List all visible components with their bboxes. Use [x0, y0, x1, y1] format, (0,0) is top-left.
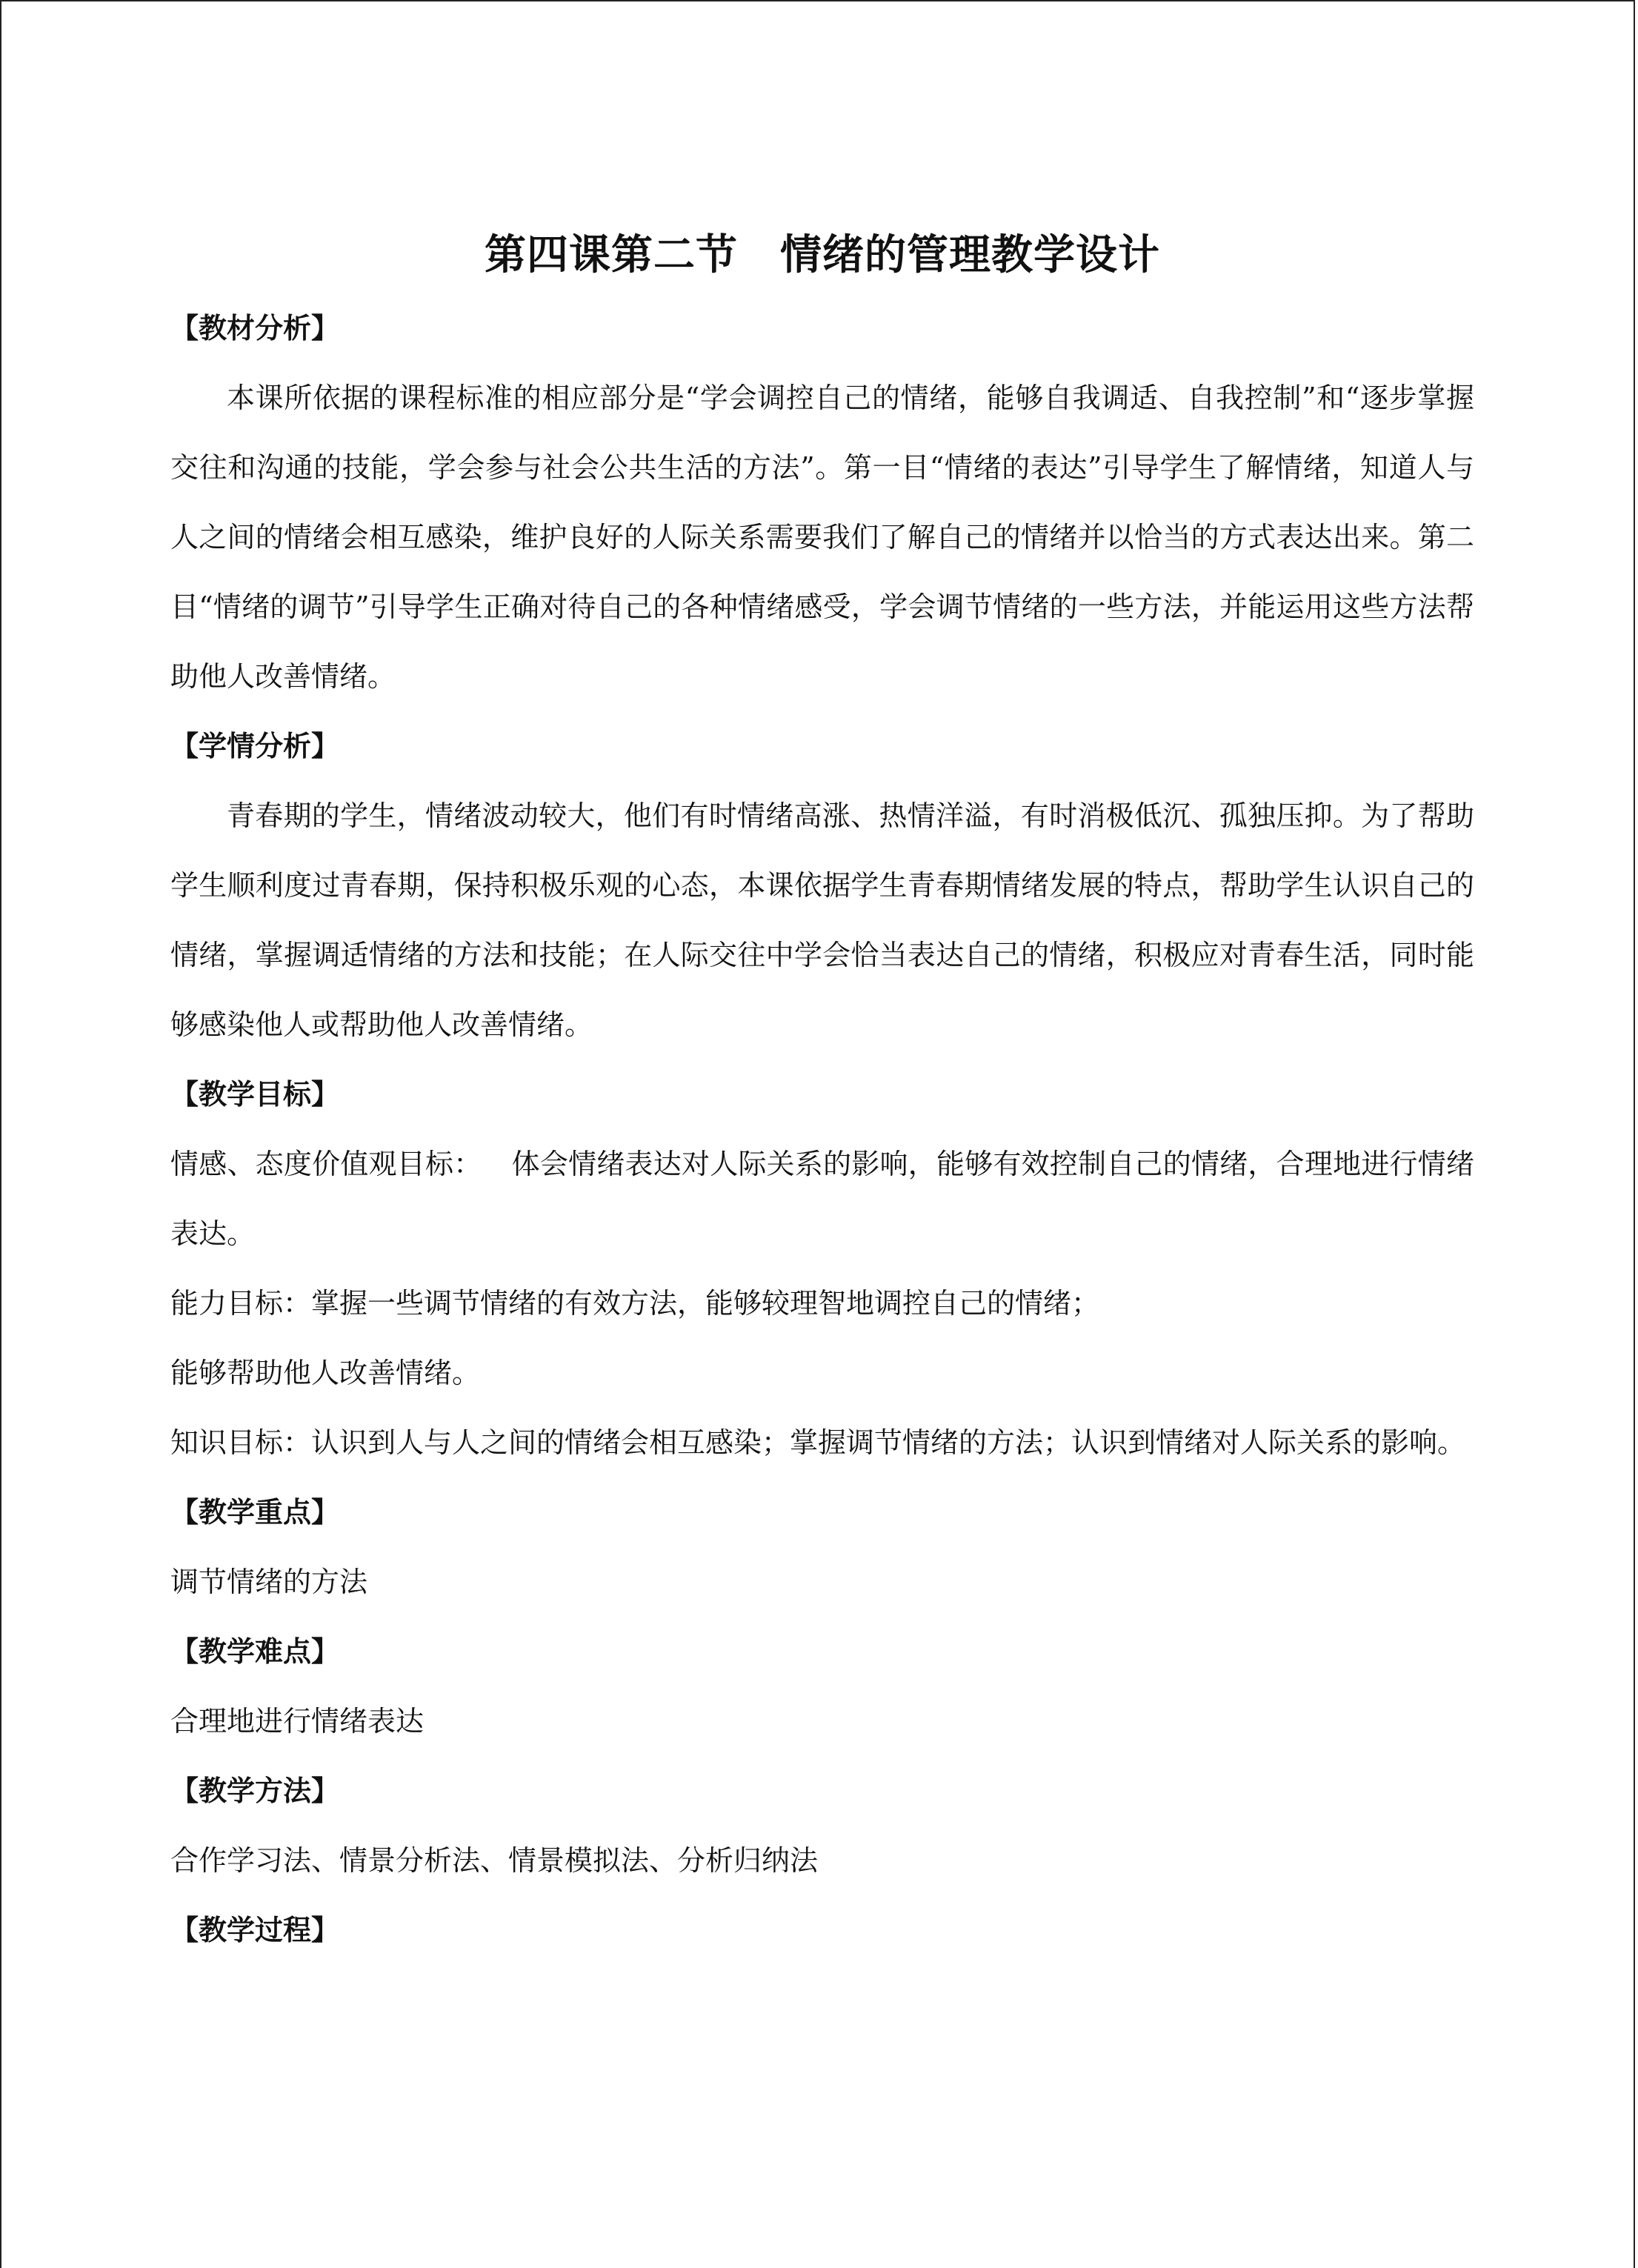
emotion-objective-text: 体会情绪表达对人际关系的影响，能够有效控制自己的情绪，合理地进行情绪表达。	[170, 1148, 1474, 1250]
difficulties-text: 合理地进行情绪表达	[170, 1705, 425, 1737]
heading-difficulties: 【教学难点】	[170, 1635, 340, 1668]
key-points-text: 调节情绪的方法	[170, 1566, 368, 1598]
emotion-objective-label: 情感、态度价值观目标：	[170, 1148, 482, 1180]
heading-methods: 【教学方法】	[170, 1775, 340, 1807]
student-analysis-text: 青春期的学生，情绪波动较大，他们有时情绪高涨、热情洋溢，有时消极低沉、孤独压抑。为了帮助学生顺利度过青春期，保持积极乐观的心态，本课依据学生青春期情绪发展的特点，帮助学生认识自己的情绪，掌握调适情绪的方法和技能；在人际交往中学会恰当表达自己的情绪，积极应对青春生活，同时能够感染他人或帮助他人改善情绪。	[170, 799, 1474, 1041]
heading-objectives: 【教学目标】	[170, 1078, 340, 1111]
heading-key-points: 【教学重点】	[170, 1496, 340, 1529]
ability-objective-line1: 能力目标：掌握一些调节情绪的有效方法，能够较理智地调控自己的情绪；	[170, 1287, 1100, 1320]
document-body	[170, 222, 1474, 1965]
ability-objective-line2: 能够帮助他人改善情绪。	[170, 1357, 481, 1389]
knowledge-objective: 知识目标：认识到人与人之间的情绪会相互感染；掌握调节情绪的方法；认识到情绪对人际关系的影响。	[170, 1426, 1466, 1459]
methods-text: 合作学习法、情景分析法、情景模拟法、分析归纳法	[170, 1844, 819, 1877]
heading-student-analysis: 【学情分析】	[170, 730, 340, 762]
emotion-objective	[170, 1129, 1474, 1268]
heading-process: 【教学过程】	[170, 1914, 340, 1946]
material-analysis-text: 本课所依据的课程标准的相应部分是“学会调控自己的情绪，能够自我调适、自我控制”和“逐步掌握交往和沟通的技能，学会参与社会公共生活的方法”。第一目“情绪的表达”引导学生了解情绪，知道人与人之间的情绪会相互感染，维护良好的人际关系需要我们了解自己的情绪并以恰当的方式表达出来。第二目“情绪的调节”引导学生正确对待自己的各种情绪感受，学会调节情绪的一些方法，并能运用这些方法帮助他人改善情绪。	[170, 382, 1474, 693]
document-title: 第四课第二节 情绪的管理教学设计	[485, 231, 1160, 279]
heading-material-analysis: 【教材分析】	[170, 312, 340, 345]
